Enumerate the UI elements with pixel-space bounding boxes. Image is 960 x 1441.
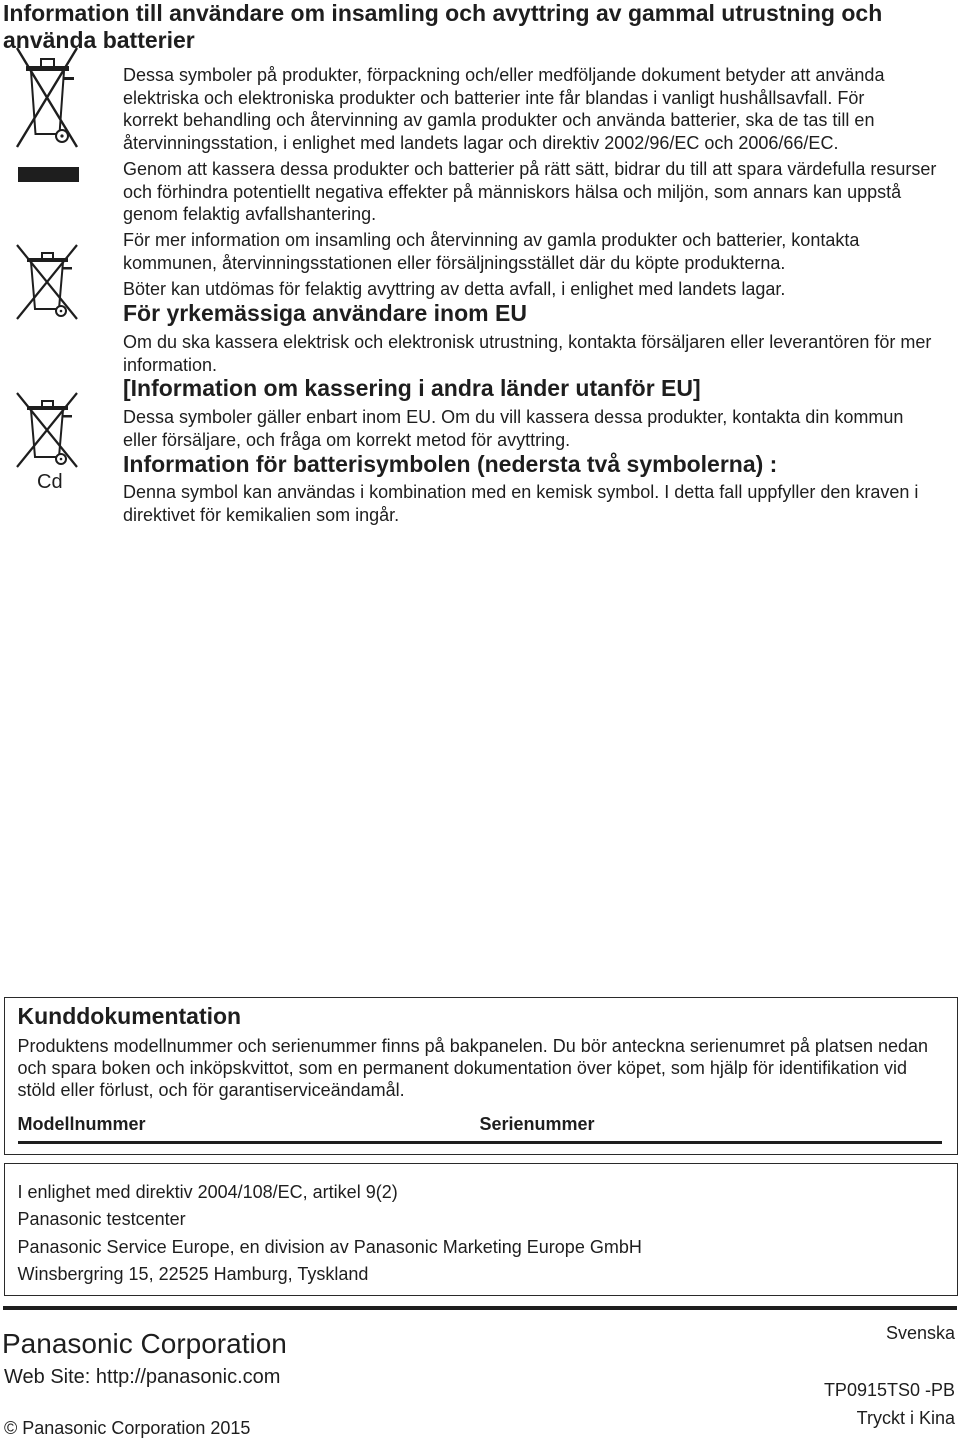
disposal-paragraph <box>123 278 785 301</box>
paragraph-line: information. <box>123 354 218 375</box>
section-heading-outside-eu: [Information om kassering i andra länder utanför EU] <box>123 375 701 401</box>
paragraph-line: För mer information om insamling och återvinning av gamla produkter och batterier, kontakta <box>123 230 860 250</box>
disposal-paragraph <box>123 64 884 154</box>
paragraph-line: och spara boken och inköpskvittot, som en permanent dokumentation över köpet, som hjälp för identifikation vid <box>17 1057 907 1078</box>
paragraph-line: genom felaktig avfallshantering. <box>123 204 377 224</box>
paragraph-line: Produktens modellnummer och serienummer finns på bakpanelen. Du bör anteckna serienumret på platsen nedan <box>17 1035 929 1056</box>
website-link[interactable]: http://panasonic.com <box>95 1366 281 1388</box>
title-line: använda batterier <box>3 27 195 53</box>
customer-record-box <box>4 997 958 1155</box>
customer-record-heading: Kunddokumentation <box>17 1002 242 1029</box>
paragraph-line: stöld eller förlust, och för garantiserviceändamål. <box>17 1079 405 1100</box>
conformity-box <box>4 1163 958 1296</box>
professional-users-paragraph <box>123 331 931 376</box>
disposal-paragraph <box>123 158 936 226</box>
paragraph-line: och förhindra potentiellt negativa effekter på människors hälsa och miljön, som annars kan uppstå <box>123 181 902 202</box>
paragraph-line: elektriska och elektroniska produkter och batterier inte får blandas i vanligt hushållsavfall. För <box>123 87 865 108</box>
disposal-paragraph <box>123 229 859 274</box>
customer-record-paragraph <box>18 1035 929 1101</box>
paragraph-line: kommunen, återvinningsstationen eller försäljningsstället där du köpte produkterna. <box>123 252 786 273</box>
entry-line <box>18 1141 942 1144</box>
outside-eu-paragraph <box>123 406 903 451</box>
paragraph-line: Böter kan utdömas för felaktig avyttring av detta avfall, i enlighet med landets lagar. <box>123 279 786 299</box>
paragraph-line: Dessa symboler på produkter, förpackning och/eller medföljande dokument betyder att använda <box>123 65 885 85</box>
crossed-out-wheelie-bin-icon <box>14 45 80 150</box>
paragraph-line: direktivet för kemikalien som ingår. <box>123 504 400 525</box>
paragraph-line: eller försäljare, och fråga om korrekt metod för avyttring. <box>123 429 571 450</box>
title-line: Information till användare om insamling och avyttring av gammal utrustning och <box>3 0 883 26</box>
paragraph-line: Dessa symboler gäller enbart inom EU. Om du vill kassera dessa produkter, kontakta din kommun <box>123 407 904 427</box>
paragraph-line: Denna symbol kan användas i kombination med en kemisk symbol. I detta fall uppfyller den kraven i <box>123 482 919 502</box>
conformity-line: I enlighet med direktiv 2004/108/EC, artikel 9(2) <box>17 1181 398 1202</box>
battery-symbol-paragraph <box>123 481 918 526</box>
crossed-out-wheelie-bin-icon <box>14 242 80 322</box>
paragraph-line: Om du ska kassera elektrisk och elektronisk utrustning, kontakta försäljaren eller leverantören för mer <box>123 332 932 352</box>
footer-divider <box>3 1306 957 1310</box>
crossed-out-wheelie-bin-icon <box>14 390 80 470</box>
brand-name: Panasonic Corporation <box>2 1328 287 1359</box>
conformity-line: Panasonic Service Europe, en division av Panasonic Marketing Europe GmbH <box>17 1236 642 1257</box>
serial-number-label: Serienummer <box>479 1113 595 1134</box>
paragraph-line: återvinningsstation, i enlighet med landets lagar och direktiv 2002/96/EC och 2006/66/EC. <box>123 132 839 153</box>
black-bar <box>18 167 79 182</box>
section-heading-battery-symbol: Information för batterisymbolen (nedersta två symbolerna) : <box>123 451 778 477</box>
conformity-text <box>18 1179 642 1289</box>
website-label: Web Site: <box>4 1366 91 1388</box>
conformity-line: Winsbergring 15, 22525 Hamburg, Tyskland <box>17 1264 369 1285</box>
paragraph-line: Genom att kassera dessa produkter och batterier på rätt sätt, bidrar du till att spara värdefulla resurser <box>123 159 937 179</box>
model-number-label: Modellnummer <box>17 1113 146 1134</box>
page-title <box>3 0 882 54</box>
language-label: Svenska <box>885 1323 955 1343</box>
section-heading-professional-users: För yrkemässiga användare inom EU <box>123 300 527 326</box>
conformity-line: Panasonic testcenter <box>17 1209 186 1230</box>
copyright: © Panasonic Corporation 2015 <box>4 1418 251 1438</box>
printed-in-label: Tryckt i Kina <box>856 1408 955 1428</box>
chemical-symbol-label: Cd <box>37 471 63 493</box>
website-line <box>4 1364 280 1390</box>
document-code: TP0915TS0 -PB <box>823 1380 955 1400</box>
paragraph-line: korrekt behandling och återvinning av gamla produkter och använda batterier, ska de tas till en <box>123 110 875 130</box>
